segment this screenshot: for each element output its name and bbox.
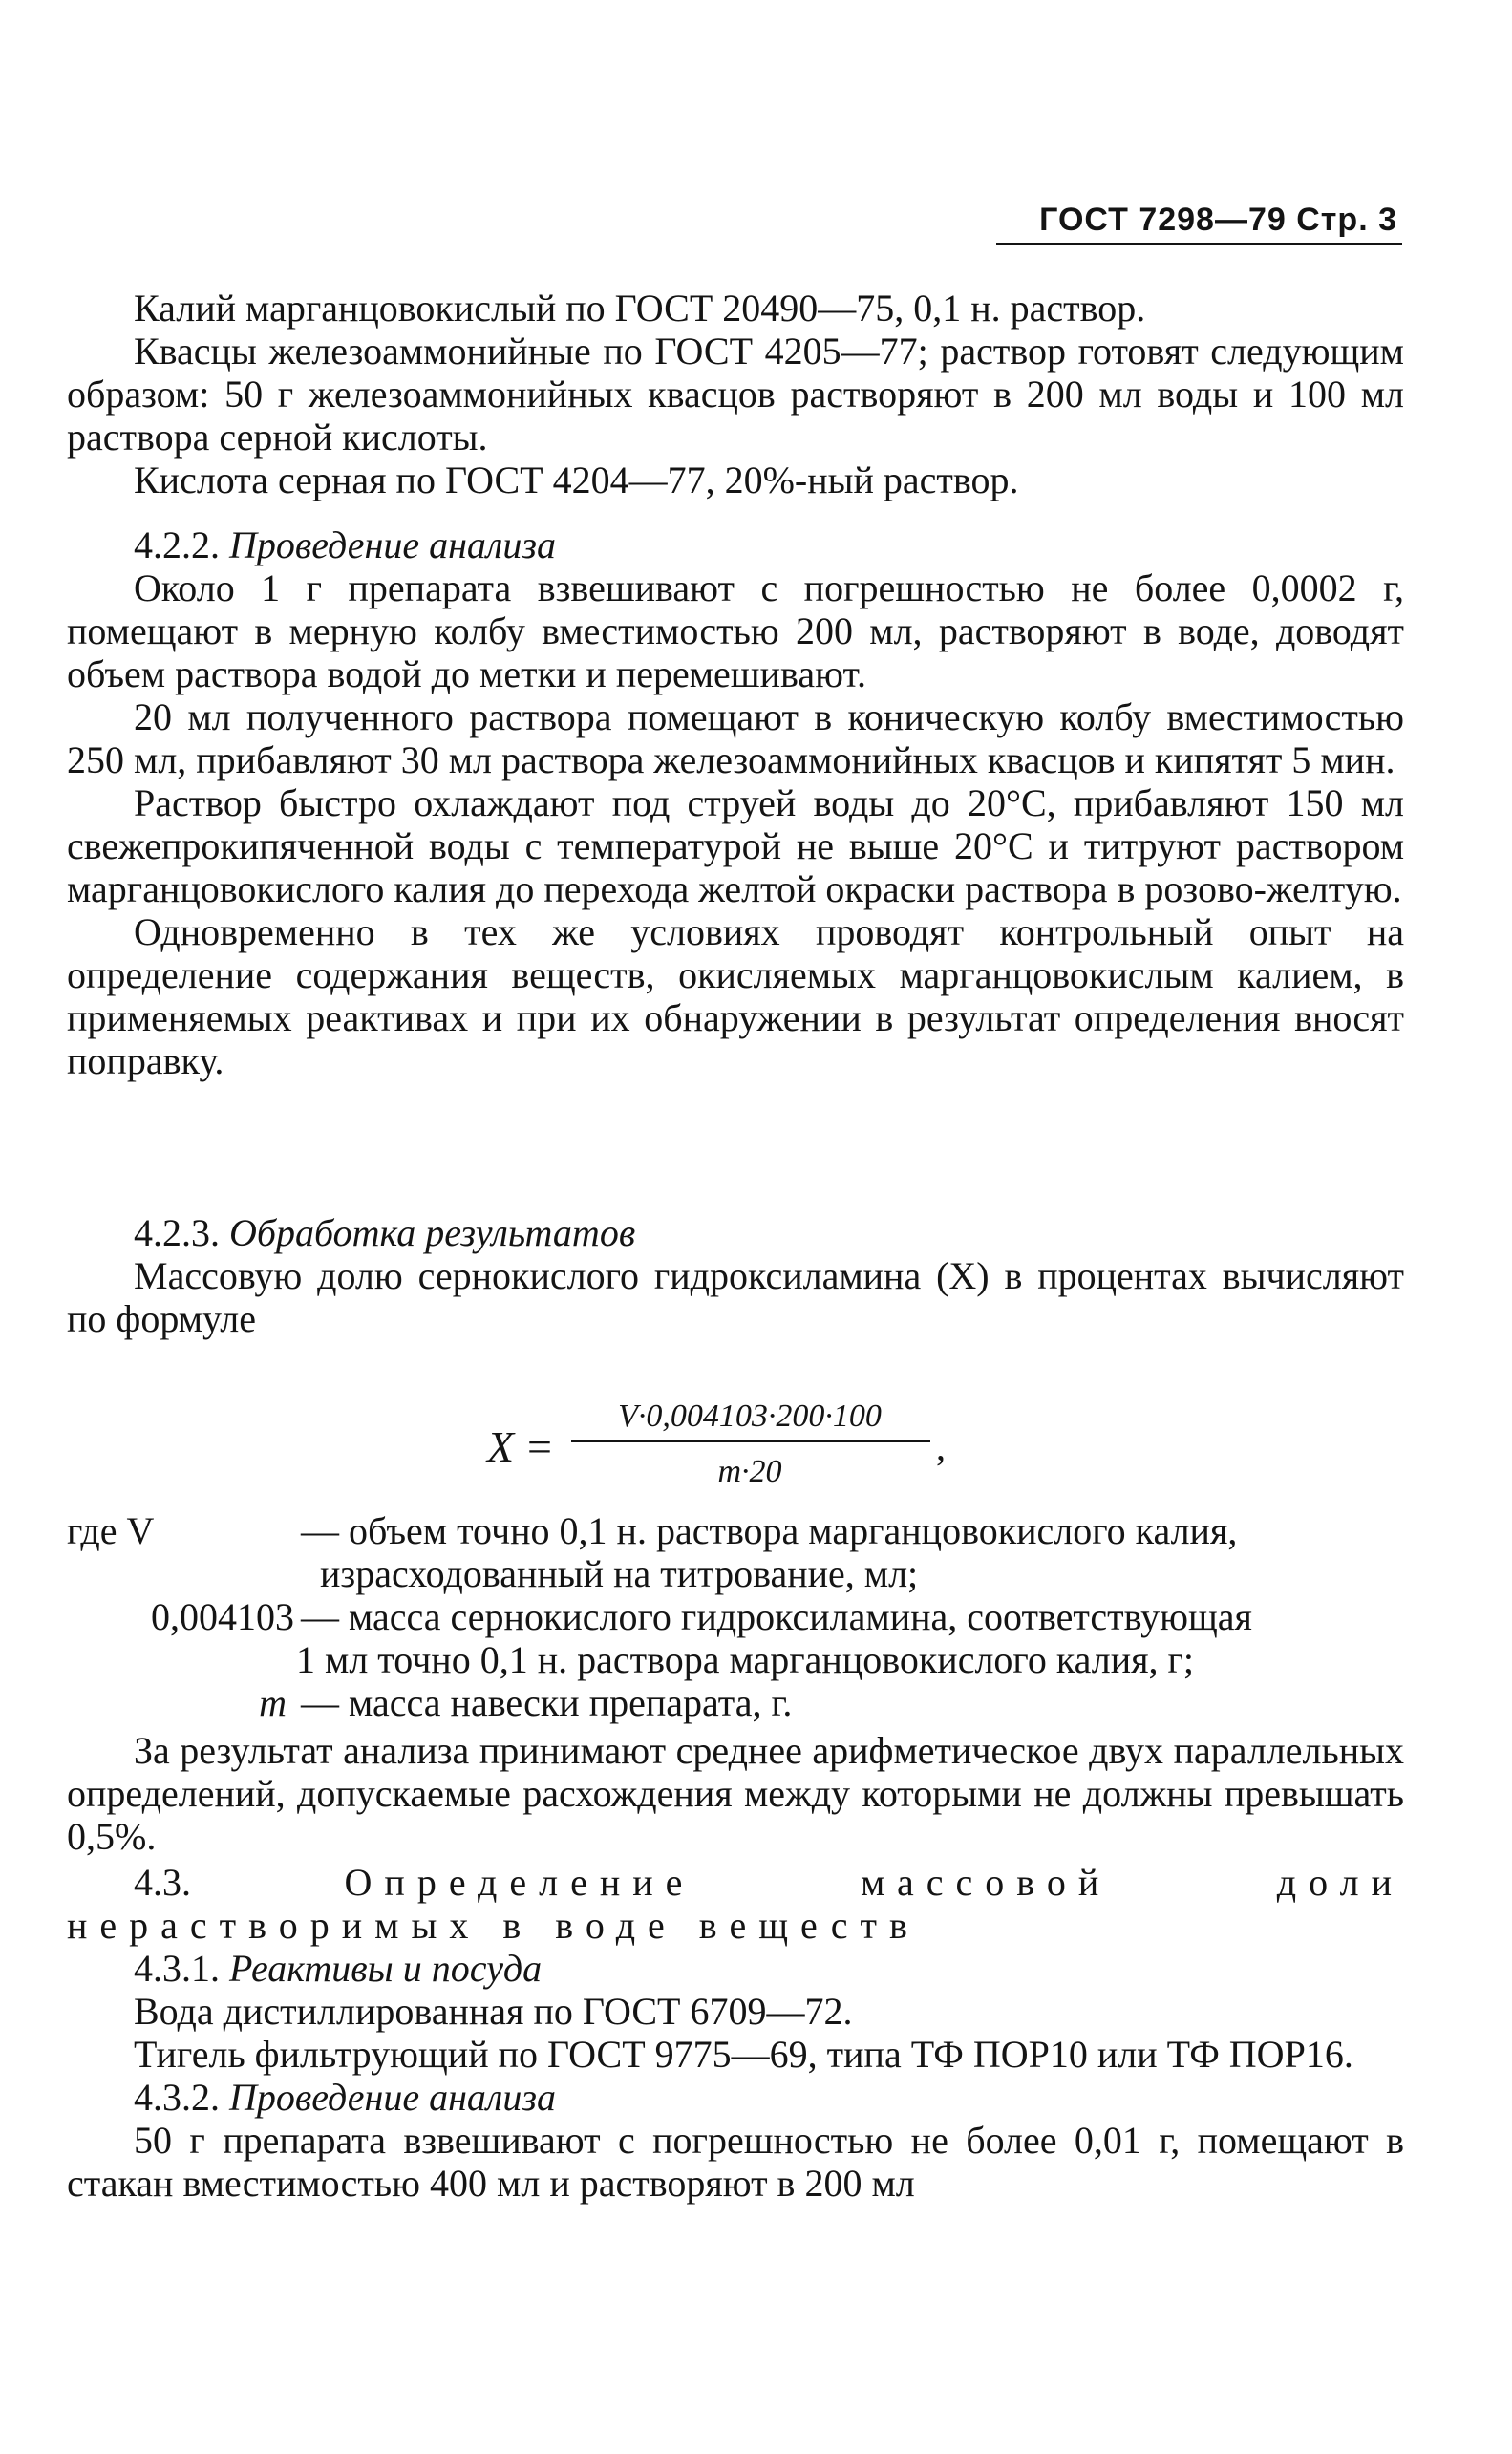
definition-row bbox=[67, 1509, 1404, 1552]
definition-row bbox=[67, 1681, 1404, 1724]
result-paragraph-block bbox=[67, 1729, 1404, 1858]
section-title: Проведение анализа bbox=[229, 2076, 556, 2119]
section-4-3 bbox=[67, 1861, 1404, 2205]
reagents-list bbox=[67, 287, 1404, 501]
paragraph: Вода дистиллированная по ГОСТ 6709—72. bbox=[134, 1990, 853, 2033]
header-rule bbox=[996, 243, 1402, 245]
section-number: 4.3.1. bbox=[134, 1947, 220, 1990]
section-title: Обработка результатов bbox=[229, 1211, 636, 1254]
formula-denominator: m·20 bbox=[717, 1454, 782, 1489]
definition-text: израсходованный на титрование, мл; bbox=[320, 1552, 919, 1595]
formula-lhs: X bbox=[487, 1422, 515, 1471]
formula-numerator: V·0,004103·200·100 bbox=[618, 1398, 882, 1434]
paragraph: Около 1 г препарата взвешивают с погрешностью не более 0,0002 г, помещают в мерную колбу вместимостью 200 мл, растворяют в воде, доводят объем раствора водой до метки и перемешивают. bbox=[67, 566, 1404, 695]
fraction-bar bbox=[571, 1440, 930, 1442]
section-heading bbox=[67, 523, 1404, 566]
section-number: 4.2.3. bbox=[134, 1211, 220, 1254]
section-title: Определение массовой доли нерастворимых в воде веществ bbox=[67, 1861, 1405, 1947]
paragraph: Массовую долю сернокислого гидроксиламина (X) в процентах вычисляют по формуле bbox=[67, 1254, 1404, 1340]
paragraph: Кислота серная по ГОСТ 4204—77, 20%-ный раствор. bbox=[134, 459, 1019, 501]
section-number: 4.2.2. bbox=[134, 523, 220, 566]
section-number: 4.3.2. bbox=[134, 2076, 220, 2119]
definition-text: 1 мл точно 0,1 н. раствора марганцовокислого калия, г; bbox=[296, 1638, 1195, 1681]
definition-text: — масса навески препарата, г. bbox=[301, 1681, 793, 1724]
formula bbox=[0, 1395, 1512, 1500]
page-header: ГОСТ 7298—79 Стр. 3 bbox=[1039, 202, 1397, 238]
definition-row-cont bbox=[67, 1552, 1404, 1595]
formula-definitions bbox=[67, 1509, 1404, 1724]
paragraph: 50 г препарата взвешивают с погрешностью не более 0,01 г, помещают в стакан вместимостью 400 мл и растворяют в 200 мл bbox=[67, 2119, 1404, 2205]
definition-row-cont bbox=[67, 1638, 1404, 1681]
section-title: Реактивы и посуда bbox=[229, 1947, 543, 1990]
section-4-2-3 bbox=[67, 1211, 1404, 1340]
formula-comma: , bbox=[936, 1425, 946, 1468]
definition-row bbox=[67, 1595, 1404, 1638]
paragraph: Тигель фильтрующий по ГОСТ 9775—69, типа ТФ ПОР10 или ТФ ПОР16. bbox=[134, 2033, 1353, 2076]
section-heading bbox=[67, 2076, 1404, 2119]
formula-eq: = bbox=[527, 1422, 552, 1471]
paragraph: Раствор быстро охлаждают под струей воды до 20°С, прибавляют 150 мл свежепрокипяченной воды с температурой не выше 20°С и титруют раствором марганцовокислого калия до перехода желтой окраски раствора в розово-желтую. bbox=[67, 781, 1404, 910]
paragraph: Одновременно в тех же условиях проводят контрольный опыт на определение содержания веществ, окисляемых марганцовокислым калием, в применяемых реактивах и при их обнаружении в результат определения вносят поправку. bbox=[67, 910, 1404, 1082]
definition-term: 0,004103 bbox=[151, 1595, 294, 1638]
definition-term: где V bbox=[67, 1509, 155, 1552]
section-number: 4.3. bbox=[134, 1861, 191, 1904]
section-heading bbox=[67, 1211, 1404, 1254]
definition-text: — масса сернокислого гидроксиламина, соответствующая bbox=[301, 1595, 1252, 1638]
section-heading bbox=[67, 1947, 1404, 1990]
paragraph: За результат анализа принимают среднее арифметическое двух параллельных определений, допускаемые расхождения между которыми не должны превышать 0,5%. bbox=[67, 1729, 1404, 1858]
section-heading bbox=[67, 1861, 1404, 1947]
paragraph: 20 мл полученного раствора помещают в коническую колбу вместимостью 250 мл, прибавляют 30 мл раствора железоаммонийных квасцов и кипятят 5 мин. bbox=[67, 695, 1404, 781]
section-title: Проведение анализа bbox=[229, 523, 556, 566]
definition-term: m bbox=[259, 1681, 287, 1724]
section-4-2-2 bbox=[67, 523, 1404, 1082]
paragraph: Калий марганцовокислый по ГОСТ 20490—75, 0,1 н. раствор. bbox=[134, 287, 1146, 330]
definition-text: — объем точно 0,1 н. раствора марганцовокислого калия, bbox=[301, 1509, 1238, 1552]
paragraph: Квасцы железоаммонийные по ГОСТ 4205—77; раствор готовят следующим образом: 50 г железоаммонийных квасцов растворяют в 200 мл воды и 100 мл раствора серной кислоты. bbox=[67, 330, 1404, 459]
